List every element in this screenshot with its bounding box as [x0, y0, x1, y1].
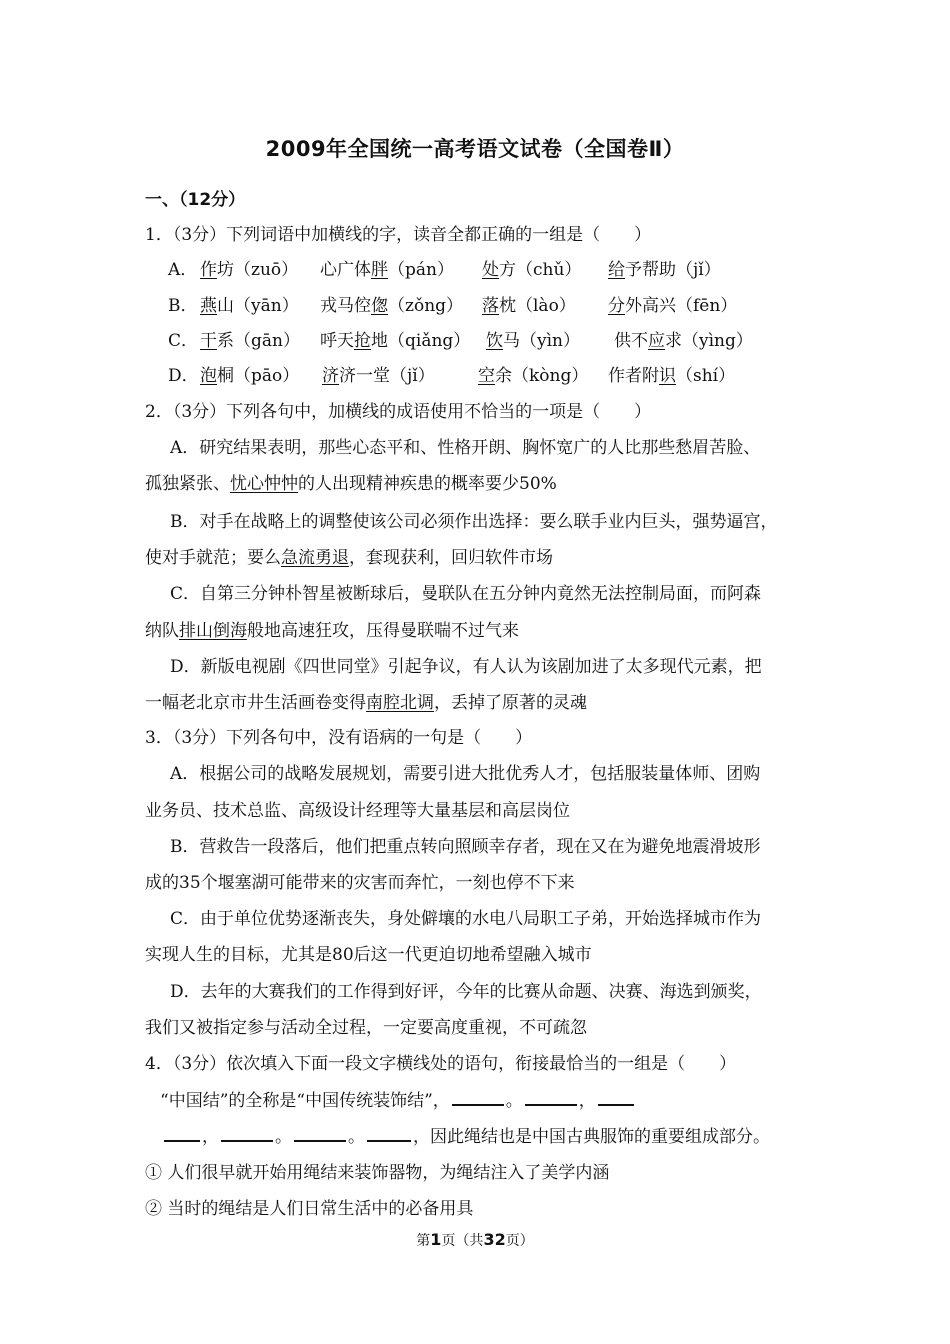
q4-passage-line1: “中国结”的全称是“中国传统装饰结”， 。 ， [160, 1089, 636, 1113]
section-heading: 一、（12分） [145, 190, 246, 210]
q2-option-d-line1: D．新版电视剧《四世同堂》引起争议，有人认为该剧加进了太多现代元素，把 [170, 657, 762, 677]
q3-option-a-line2: 业务员、技术总监、高级设计经理等大量基层和高层岗位 [145, 801, 570, 821]
q3-option-b-line1: B．营救告一段落后，他们把重点转向照顾幸存者，现在又在为避免地震滑坡形 [170, 837, 761, 857]
q3-option-c-line1: C．由于单位优势逐渐丧失，身处僻壤的水电八局职工子弟，开始选择城市作为 [170, 909, 762, 929]
q4-stem: 4．（3分）依次填入下面一段文字横线处的语句，衔接最恰当的一组是（ ） [145, 1054, 737, 1074]
page-title: 2009年全国统一高考语文试卷（全国卷Ⅱ） [265, 137, 685, 161]
q3-option-d-line2: 我们又被指定参与活动全过程，一定要高度重视，不可疏忽 [145, 1018, 587, 1038]
q3-option-c-line2: 实现人生的目标，尤其是80后这一代更迫切地希望融入城市 [145, 945, 592, 965]
page-footer: 第1页（共32页） [416, 1230, 534, 1249]
q2-option-a-line1: A．研究结果表明，那些心态平和、性格开朗、胸怀宽广的人比那些愁眉苦脸、 [170, 438, 761, 458]
q2-option-a-line2: 孤独紧张、忧心忡忡的人出现精神疾患的概率要少50% [145, 474, 557, 494]
q4-sentence-2: ② 当时的绳结是人们日常生活中的必备用具 [145, 1199, 474, 1219]
answer-blank-6 [367, 1126, 411, 1142]
q2-option-b-line2: 使对手就范；要么急流勇退，套现获利，回归软件市场 [145, 548, 553, 568]
answer-blank-1 [452, 1090, 504, 1106]
q2-option-d-line2: 一幅老北京市井生活画卷变得南腔北调，丢掉了原著的灵魂 [145, 693, 587, 713]
q3-stem: 3．（3分）下列各句中，没有语病的一句是（ ） [145, 728, 533, 748]
exam-page: 2009年全国统一高考语文试卷（全国卷Ⅱ） 一、（12分） 1．（3分）下列词语中加横线的字，读音全都正确的一组是（ ） A． 作坊（zuō） 心广体胖（pán） 处方（chǔ） 给予帮助（jǐ） B． 燕山（yān） 戎马倥偬（zǒng） 落枕（lào） 分外高兴（fēn） C． 干系（gān） 呼天抢地（qiǎng） 饮马（yìn） 供不应求（yìng） D． 泡桐（pāo） 济济一堂（jǐ） 空余（kòng） 作者附识（shí） 2．（3分）下列各句中，加横线的成语使用不恰当的一项是（ ） A．研究结果表明，那些心态平和、性格开朗、胸怀宽广的人比那些愁眉苦脸、 孤独紧张、忧心忡忡的人出现精神疾患的概率要少50% B．对手在战略上的调整使该公司必须作出选择：要么联手业内巨头，强势逼宫， 使对手就范；要么急流勇退，套现获利，回归软件市场 C．自第三分钟朴智星被断球后，曼联队在五分钟内竟然无法控制局面，而阿森 纳队排山倒海般地高速狂攻，压得曼联喘不过气来 D．新版电视剧《四世同堂》引起争议，有人认为该剧加进了太多现代元素，把 一幅老北京市井生活画卷变得南腔北调，丢掉了原著的灵魂 3．（3分）下列各句中，没有语病的一句是（ ） A．根据公司的战略发展规划，需要引进大批优秀人才，包括服装量体师、团购 业务员、技术总监、高级设计经理等大量基层和高层岗位 B．营救告一段落后，他们把重点转向照顾幸存者，现在又在为避免地震滑坡形 成的35个堰塞湖可能带来的灾害而奔忙，一刻也停不下来 C．由于单位优势逐渐丧失，身处僻壤的水电八局职工子弟，开始选择城市作为 实现人生的目标，尤其是80后这一代更迫切地希望融入城市 D．去年的大赛我们的工作得到好评，今年的比赛从命题、决赛、海选到颁奖， 我们又被指定参与活动全过程，一定要高度重视，不可疏忽 4．（3分）依次填入下面一段文字横线处的语句，衔接最恰当的一组是（ ） “中国结”的全称是“中国传统装饰结”， 。 ， ， 。 。 ，因此绳结也是中国古典服饰的重要组成部分。 ① 人们很早就开始用绳结来装饰器物，为绳结注入了美学内涵 ② 当时的绳结是人们日常生活中的必备用具 第1页（共32页） [0, 0, 950, 1344]
q4-passage-line2: ， 。 。 ，因此绳结也是中国古典服饰的重要组成部分。 [162, 1125, 770, 1149]
q1-stem: 1．（3分）下列词语中加横线的字，读音全都正确的一组是（ ） [145, 225, 652, 245]
q3-option-b-line2: 成的35个堰塞湖可能带来的灾害而奔忙，一刻也停不下来 [145, 873, 575, 893]
q2-option-b-line1: B．对手在战略上的调整使该公司必须作出选择：要么联手业内巨头，强势逼宫， [170, 512, 778, 532]
page-total: 32 [483, 1230, 506, 1249]
q3-option-a-line1: A．根据公司的战略发展规划，需要引进大批优秀人才，包括服装量体师、团购 [170, 764, 761, 784]
q2-stem: 2．（3分）下列各句中，加横线的成语使用不恰当的一项是（ ） [145, 402, 652, 422]
page-number: 1 [430, 1230, 442, 1249]
answer-blank-3-cont [164, 1126, 200, 1142]
q3-option-d-line1: D．去年的大赛我们的工作得到好评，今年的比赛从命题、决赛、海选到颁奖， [170, 982, 762, 1002]
answer-blank-3 [598, 1090, 634, 1106]
q2-option-c-line1: C．自第三分钟朴智星被断球后，曼联队在五分钟内竟然无法控制局面，而阿森 [170, 584, 762, 604]
answer-blank-2 [525, 1090, 577, 1106]
answer-blank-5 [294, 1126, 346, 1142]
q4-sentence-1: ① 人们很早就开始用绳结来装饰器物，为绳结注入了美学内涵 [145, 1163, 610, 1183]
answer-blank-4 [221, 1126, 273, 1142]
q2-option-c-line2: 纳队排山倒海般地高速狂攻，压得曼联喘不过气来 [145, 621, 519, 641]
